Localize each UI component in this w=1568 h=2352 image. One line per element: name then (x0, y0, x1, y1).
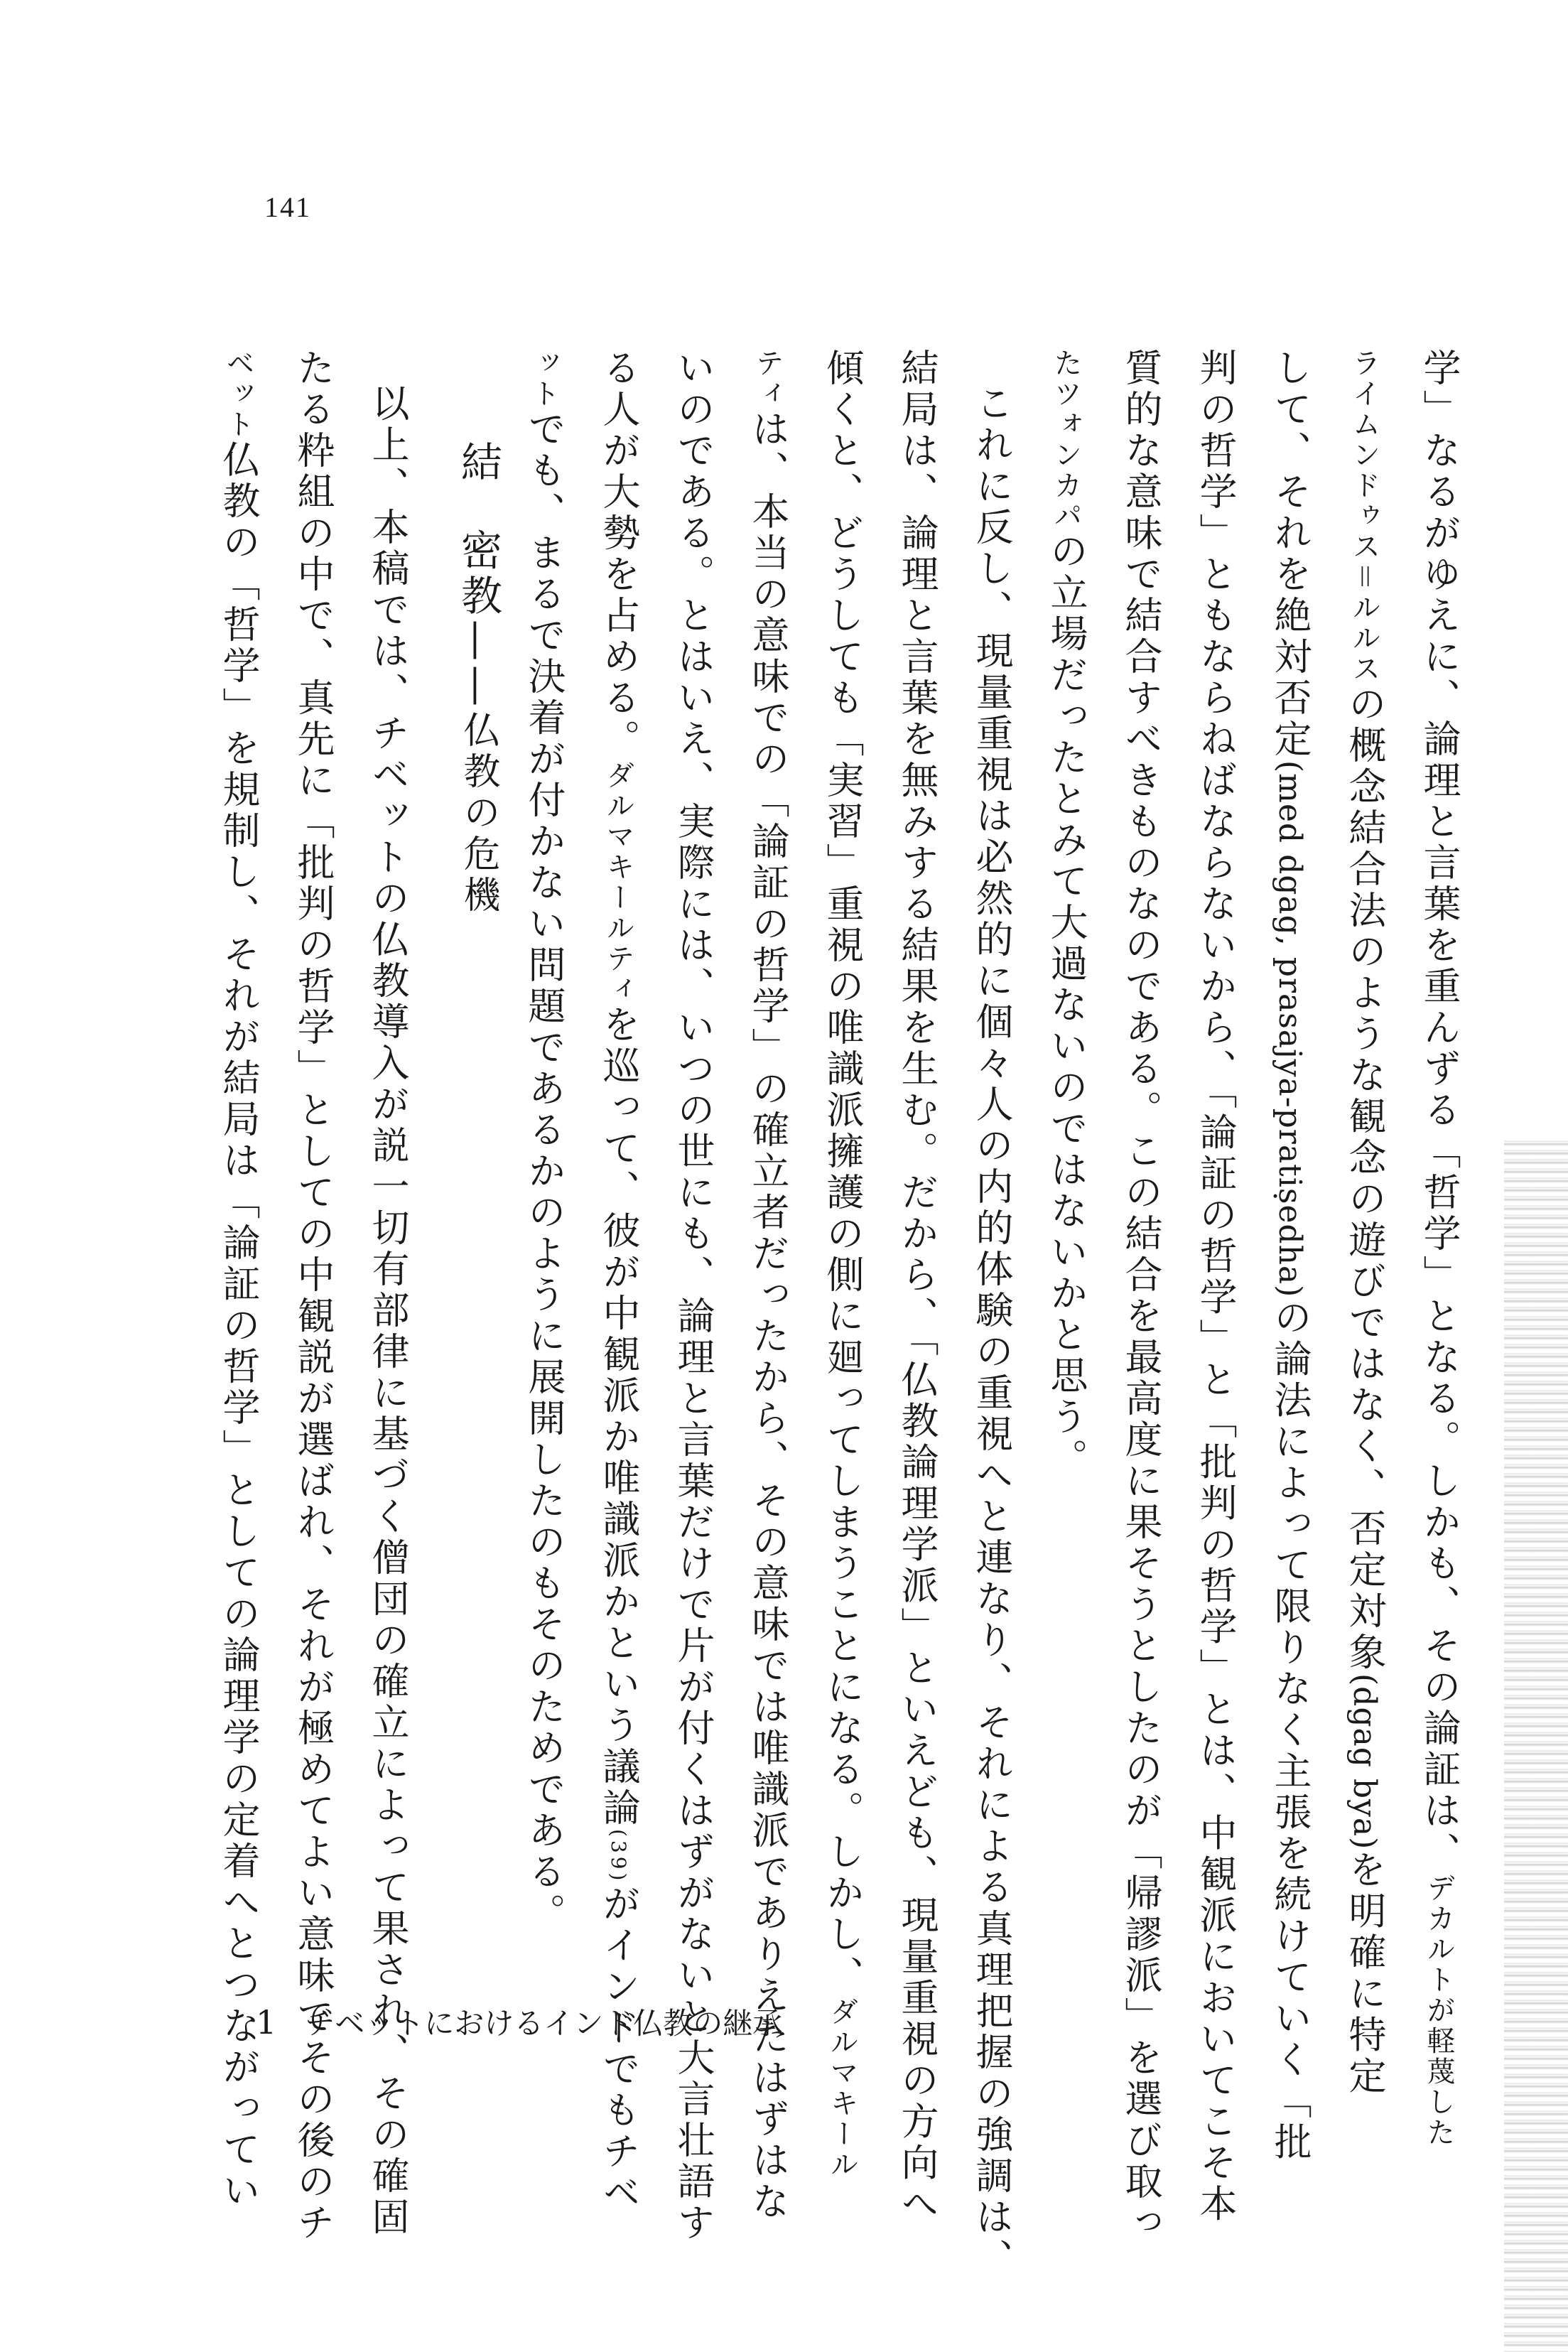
section-title: 密教—— (454, 529, 502, 711)
text-column-8: 結局は、論理と言葉を無みする結果を生む。だから、「仏教論理学派」といえども、現量重視の方向へ (895, 348, 939, 2226)
text-column-12: る人が大勢を占める。ダルマキールティを巡って、彼が中観派か唯識派かという議論(39)がインドでもチベ (597, 348, 640, 2214)
chapter-title: チベットにおけるインド仏教の継承 (305, 2006, 783, 2041)
scan-edge-shadow (1504, 1137, 1568, 2352)
section-subtitle: 仏教の危機 (457, 711, 499, 917)
text-column-14: 以上、本稿では、チベットの仏教導入が説一切有部律に基づく僧団の確立によって果され、その確固 (366, 384, 409, 2238)
section-mark: 結 (454, 441, 502, 486)
text-column-11: いのである。とはいえ、実際には、いつの世にも、論理と言葉だけで片が付くはずがないと大言壮語す (671, 348, 715, 2244)
text-column-9: 傾くと、どうしても「実習」重視の唯識派擁護の側に廻ってしまうことになる。しかし、ダルマキール (821, 348, 864, 2180)
text-column-6: たツォンカパの立場だったとみて大過ないのではないかと思う。 (1044, 348, 1088, 1479)
section-heading (430, 441, 508, 917)
text-column-1: 学」なるがゆえに、論理と言葉を重んずる「哲学」となる。しかも、その論証は、デカルトが軽蔑した (1417, 348, 1461, 2148)
text-column-2: ライムンドゥス＝ルルスの概念結合法のような観念の遊びではなく、否定対象(dgag bya)を明確に特定 (1343, 348, 1386, 2098)
text-column-13: ットでも、まるで決着が付かない問題であるかのように展開したのもそのためである。 (522, 348, 566, 1934)
text-column-15: たる粋組の中で、真先に「批判の哲学」としての中観説が選ばれ、それが極めてよい意味でその後のチ (291, 348, 335, 2244)
text-column-10: ティは、本当の意味での「論証の哲学」の確立者だったから、その意味では唯識派でありえたはずはな (746, 348, 789, 2223)
chapter-number: 1 (256, 2003, 277, 2041)
running-footer (256, 2000, 782, 2043)
page-number: 141 (264, 191, 311, 223)
text-column-4: 判の哲学」ともならねばならないから、「論証の哲学」と「批判の哲学」とは、中観派においてこそ本 (1194, 348, 1237, 2226)
text-column-16: ベット仏教の「哲学」を規制し、それが結局は「論証の哲学」としての論理学の定着へとつながってい (217, 348, 260, 2212)
text-column-3: して、それを絶対否定(med dgag, prasajya-pratiṣedha)の論法によって限りなく主張を続けていく「批 (1268, 348, 1312, 2164)
text-column-5: 質的な意味で結合すべきものなのである。この結合を最高度に果そうとしたのが「帰謬派」を選び取っ (1119, 348, 1162, 2244)
footnote-marker: (39) (607, 1829, 630, 1884)
text-column-7: これに反し、現量重視は必然的に個々人の内的体験の重視へと連なり、それによる真理把握の強調は、 (970, 384, 1013, 2280)
